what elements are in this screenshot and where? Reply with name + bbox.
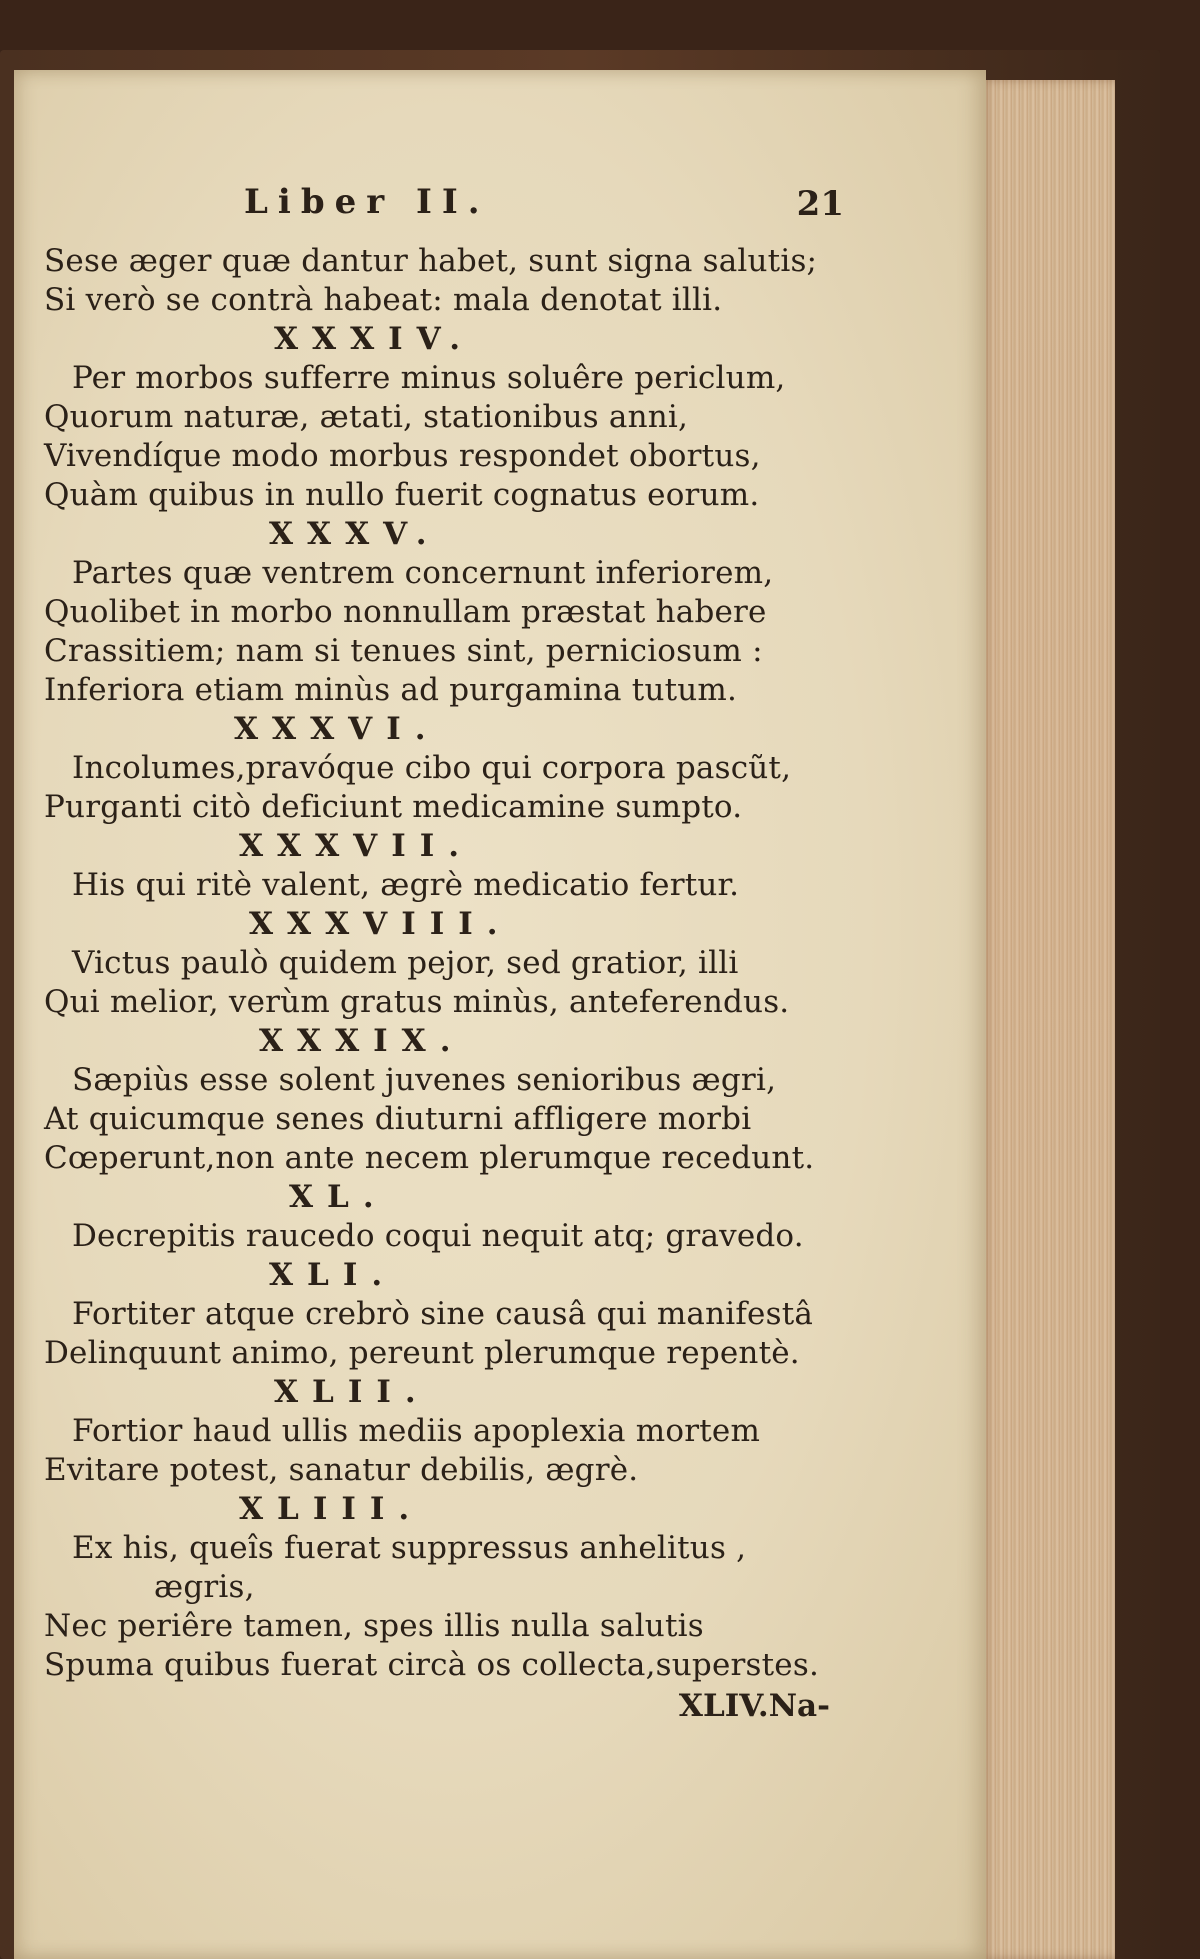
- aphorism-number: XLII.: [274, 1374, 430, 1410]
- verse-line: Delinquunt animo, pereunt plerumque repentè.: [44, 1335, 800, 1371]
- running-head: Liber II.: [244, 182, 490, 222]
- page-edges: [980, 80, 1115, 1959]
- verse-line: Cœperunt,non ante necem plerumque recedunt.: [44, 1140, 815, 1176]
- verse-line: Fortiter atque crebrò sine causâ qui manifestâ: [72, 1296, 814, 1332]
- verse-line: Nec periêre tamen, spes illis nulla salutis: [44, 1608, 704, 1644]
- verse-line: Incolumes,pravóque cibo qui corpora pascũt,: [72, 750, 792, 786]
- page-text: [44, 182, 844, 1727]
- verse-line: Inferiora etiam minùs ad purgamina tutum.: [44, 672, 738, 708]
- verse-line: ægris,: [154, 1569, 255, 1605]
- aphorism-number: XXXVI.: [234, 711, 440, 747]
- verse-line: His qui ritè valent, ægrè medicatio fertur.: [72, 867, 740, 903]
- verse-line: Quorum naturæ, ætati, stationibus anni,: [44, 399, 689, 435]
- verse-line: Si verò se contrà habeat: mala denotat illi.: [44, 282, 723, 318]
- page-header: [244, 182, 844, 242]
- aphorism-number: XLI.: [269, 1257, 397, 1293]
- verse-line: Crassitiem; nam si tenues sint, perniciosum :: [44, 633, 763, 669]
- verse-line: Spuma quibus fuerat circà os collecta,superstes.: [44, 1647, 820, 1683]
- verse-line: Purganti citò deficiunt medicamine sumpto.: [44, 789, 743, 825]
- aphorism-number: XXXVIII.: [249, 906, 512, 942]
- aphorism-number: XXXVII.: [239, 828, 474, 864]
- verse-line: Sese æger quæ dantur habet, sunt signa salutis;: [44, 243, 818, 279]
- verse-line: At quicumque senes diuturni affligere morbi: [44, 1101, 752, 1137]
- verse-body: [44, 242, 844, 1685]
- book-page: [14, 70, 986, 1959]
- aphorism-number: XXXIV.: [274, 321, 475, 357]
- verse-line: Qui melior, verùm gratus minùs, anteferendus.: [44, 984, 790, 1020]
- verse-line: Quolibet in morbo nonnullam præstat habere: [44, 594, 767, 630]
- verse-line: Evitare potest, sanatur debilis, ægrè.: [44, 1452, 639, 1488]
- verse-line: Vivendíque modo morbus respondet obortus,: [44, 438, 761, 474]
- verse-line: Fortior haud ullis mediis apoplexia mortem: [72, 1413, 761, 1449]
- verse-line: Ex his, queîs fuerat suppressus anhelitus ,: [72, 1530, 747, 1566]
- aphorism-number: XLIII.: [239, 1491, 424, 1527]
- verse-line: Decrepitis raucedo coqui nequit atq; gravedo.: [72, 1218, 804, 1254]
- catchword: XLIV.Na-: [678, 1688, 830, 1724]
- aphorism-number: XXXV.: [269, 516, 441, 552]
- verse-line: Victus paulò quidem pejor, sed gratior, illi: [72, 945, 739, 981]
- aphorism-number: XL.: [289, 1179, 388, 1215]
- verse-line: Quàm quibus in nullo fuerit cognatus eorum.: [44, 477, 760, 513]
- aphorism-number: XXXIX.: [259, 1023, 465, 1059]
- verse-line: Sæpiùs esse solent juvenes senioribus ægri,: [72, 1062, 777, 1098]
- verse-line: Partes quæ ventrem concernunt inferiorem,: [72, 555, 774, 591]
- page-number: 21: [796, 184, 844, 224]
- verse-line: Per morbos sufferre minus soluêre periclum,: [72, 360, 786, 396]
